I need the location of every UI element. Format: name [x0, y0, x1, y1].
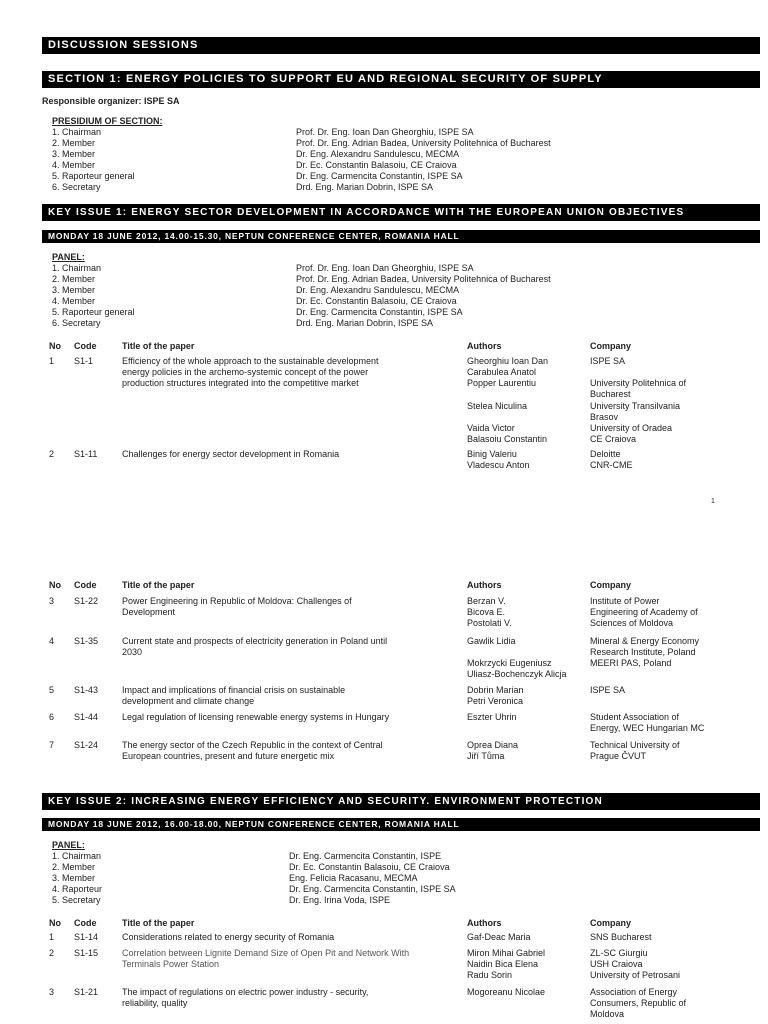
author: Carabulea Anatol — [467, 367, 537, 377]
panel-1-roles — [52, 263, 135, 329]
author: Vladescu Anton — [467, 460, 530, 470]
panel-role: 5. Secretary — [52, 895, 101, 905]
panel-name: Dr. Eng. Carmencita Constantin, ISPE — [289, 851, 442, 861]
paper-companies — [590, 987, 686, 1020]
discussion-sessions-header: DISCUSSION SESSIONS — [42, 37, 760, 54]
panel-2-title: PANEL: — [52, 840, 85, 850]
author: Bicova E. — [467, 607, 506, 617]
paper-no: 2 — [49, 948, 55, 958]
paper-title: Legal regulation of licensing renewable energy systems in Hungary — [122, 712, 390, 722]
company: SNS Bucharest — [590, 932, 652, 942]
panel-role: 2. Member — [52, 274, 96, 284]
paper-code: S1-35 — [74, 636, 99, 646]
company-line: Mineral & Energy Economy — [590, 636, 700, 646]
page-number: 1 — [711, 498, 715, 505]
col-company: Company — [590, 918, 632, 928]
col-title: Title of the paper — [122, 580, 195, 590]
responsible-organizer: Responsible organizer: ISPE SA — [42, 96, 180, 106]
company-line: Consumers, Republic of — [590, 998, 687, 1008]
paper-title-line: European countries, present and future energetic mix — [122, 751, 335, 761]
panel-name: Drd. Eng. Marian Dobrin, ISPE SA — [296, 318, 434, 328]
paper-authors — [467, 685, 524, 707]
company-line: Brasov — [590, 412, 619, 422]
paper-no: 2 — [49, 449, 55, 459]
panel-1-names — [296, 263, 551, 329]
paper-title-line: production structures integrated into the competitive market — [122, 378, 359, 388]
presidium-name: Dr. Eng. Carmencita Constantin, ISPE SA — [296, 171, 463, 181]
presidium-role: 3. Member — [52, 149, 96, 159]
paper-title — [122, 596, 352, 618]
presidium-name: Drd. Eng. Marian Dobrin, ISPE SA — [296, 182, 434, 192]
paper-authors — [467, 356, 548, 389]
paper-title: Challenges for energy sector development in Romania — [122, 449, 340, 459]
paper-authors — [467, 658, 567, 680]
paper-title-line: Correlation between Lignite Demand Size of Open Pit and Network With — [122, 948, 410, 958]
author: Vaida Victor — [467, 423, 515, 433]
paper-title-line: Current state and prospects of electricity generation in Poland until — [122, 636, 388, 646]
paper-title-line: Terminals Power Station — [122, 959, 220, 969]
paper-code: S1-44 — [74, 712, 99, 722]
panel-name: Dr. Ec. Constantin Balasoiu, CE Craiova — [296, 296, 457, 306]
author: Popper Laurentiu — [467, 378, 537, 388]
paper-title — [122, 948, 409, 970]
panel-name: Dr. Ec. Constantin Balasoiu, CE Craiova — [289, 862, 450, 872]
author: Naidin Bica Elena — [467, 959, 539, 969]
paper-title — [122, 685, 345, 707]
author: Balasoiu Constantin — [467, 434, 548, 444]
presidium-name: Dr. Ec. Constantin Balasoiu, CE Craiova — [296, 160, 457, 170]
panel-name: Eng. Felicia Racasanu, MECMA — [289, 873, 418, 883]
panel-role: 3. Member — [52, 285, 96, 295]
col-authors: Authors — [467, 580, 502, 590]
author: Binig Valeriu — [467, 449, 517, 459]
paper-companies — [590, 712, 704, 734]
company-line: Institute of Power — [590, 596, 660, 606]
panel-name: Dr. Eng. Alexandru Sandulescu, MECMA — [296, 285, 460, 295]
paper-no: 1 — [49, 932, 55, 942]
paper-title-line: Efficiency of the whole approach to the sustainable development — [122, 356, 379, 366]
company: Deloitte — [590, 449, 621, 459]
author: Postolati V. — [467, 618, 512, 628]
paper-authors — [467, 423, 547, 445]
presidium-names — [296, 127, 551, 193]
author: Berzan V. — [467, 596, 506, 606]
paper-companies — [590, 449, 633, 471]
col-no: No — [49, 918, 61, 928]
paper-authors — [467, 449, 530, 471]
paper-code: S1-11 — [74, 449, 98, 459]
col-company: Company — [590, 341, 632, 351]
paper-title-line: Power Engineering in Republic of Moldova: Challenges of — [122, 596, 352, 606]
paper-no: 6 — [49, 712, 55, 722]
company-line: Student Association of — [590, 712, 680, 722]
company-line: MEERI PAS, Poland — [590, 658, 672, 668]
presidium-name: Prof. Dr. Eng. Adrian Badea, University Politehnica of Bucharest — [296, 138, 551, 148]
author: Stelea Niculina — [467, 401, 528, 411]
paper-title-line: Impact and implications of financial crisis on sustainable — [122, 685, 346, 695]
panel-role: 2. Member — [52, 862, 96, 872]
panel-name: Prof. Dr. Eng. Ioan Dan Gheorghiu, ISPE SA — [296, 263, 474, 273]
company: CE Craiova — [590, 434, 637, 444]
author: Gheorghiu Ioan Dan — [467, 356, 549, 366]
paper-title-line: The impact of regulations on electric power industry - security, — [122, 987, 369, 997]
company-line: Prague ČVUT — [590, 751, 647, 761]
company-line: University Politehnica of — [590, 378, 687, 388]
col-title: Title of the paper — [122, 918, 195, 928]
paper-companies — [590, 636, 699, 669]
panel-role: 3. Member — [52, 873, 96, 883]
col-no: No — [49, 341, 61, 351]
paper-title-line: energy policies in the archemo-systemic concept of the power — [122, 367, 369, 377]
company-line: Energy, WEC Hungarian MC — [590, 723, 705, 733]
company-line: Engineering of Academy of — [590, 607, 698, 617]
presidium-role: 2. Member — [52, 138, 96, 148]
author: Oprea Diana — [467, 740, 519, 750]
col-title: Title of the paper — [122, 341, 195, 351]
author: Radu Sorin — [467, 970, 513, 980]
paper-companies — [590, 948, 680, 981]
company: CNR-CME — [590, 460, 633, 470]
presidium-role: 1. Chairman — [52, 127, 102, 137]
paper-title-line: development and climate change — [122, 696, 255, 706]
panel-name: Dr. Eng. Irina Voda, ISPE — [289, 895, 391, 905]
company-line: Association of Energy — [590, 987, 678, 997]
key-issue-1-session: MONDAY 18 JUNE 2012, 14.00-15.30, NEPTUN CONFERENCE CENTER, ROMANIA HALL — [42, 230, 760, 243]
paper-title — [122, 987, 368, 1009]
paper-title — [122, 740, 383, 762]
col-code: Code — [74, 918, 97, 928]
author: Gaf-Deac Maria — [467, 932, 531, 942]
company-line: University Transilvania — [590, 401, 681, 411]
paper-no: 4 — [49, 636, 55, 646]
panel-role: 5. Raporteur general — [52, 307, 135, 317]
paper-authors — [467, 948, 545, 981]
panel-1-title: PANEL: — [52, 252, 85, 262]
panel-name: Dr. Eng. Carmencita Constantin, ISPE SA — [296, 307, 463, 317]
author: Uliasz-Bochenczyk Alicja — [467, 669, 567, 679]
company-line: Technical University of — [590, 740, 680, 750]
panel-2-roles — [52, 851, 102, 906]
col-code: Code — [74, 341, 97, 351]
paper-title — [122, 636, 387, 658]
paper-title-line: reliability, quality — [122, 998, 188, 1008]
paper-authors — [467, 596, 512, 629]
paper-code: S1-24 — [74, 740, 99, 750]
paper-companies — [590, 423, 672, 445]
paper-companies — [590, 596, 698, 629]
author: Mogoreanu Nicolae — [467, 987, 546, 997]
author: Eszter Uhrin — [467, 712, 517, 722]
col-authors: Authors — [467, 341, 502, 351]
company — [590, 378, 686, 400]
author: Dobrin Marian — [467, 685, 524, 695]
paper-authors — [467, 740, 518, 762]
key-issue-2-session: MONDAY 18 JUNE 2012, 16.00-18.00, NEPTUN CONFERENCE CENTER, ROMANIA HALL — [42, 818, 760, 831]
panel-role: 1. Chairman — [52, 263, 102, 273]
col-code: Code — [74, 580, 97, 590]
panel-role: 6. Secretary — [52, 318, 101, 328]
presidium-name: Prof. Dr. Eng. Ioan Dan Gheorghiu, ISPE SA — [296, 127, 474, 137]
paper-no: 5 — [49, 685, 55, 695]
author: Petri Veronica — [467, 696, 524, 706]
company-line: Sciences of Moldova — [590, 618, 674, 628]
paper-title — [122, 356, 379, 389]
presidium-role: 4. Member — [52, 160, 96, 170]
presidium-name: Dr. Eng. Alexandru Sandulescu, MECMA — [296, 149, 460, 159]
paper-code: S1-15 — [74, 948, 99, 958]
author: Miron Mihai Gabriel — [467, 948, 546, 958]
company-line: Research Institute, Poland — [590, 647, 696, 657]
paper-title-line: Development — [122, 607, 176, 617]
section-1-header: SECTION 1: ENERGY POLICIES TO SUPPORT EU AND REGIONAL SECURITY OF SUPPLY — [42, 71, 760, 88]
key-issue-1-header: KEY ISSUE 1: ENERGY SECTOR DEVELOPMENT IN ACCORDANCE WITH THE EUROPEAN UNION OBJECTIVES — [42, 204, 760, 221]
presidium-role: 5. Raporteur general — [52, 171, 135, 181]
company-line: Bucharest — [590, 389, 631, 399]
company — [590, 401, 680, 423]
panel-role: 1. Chairman — [52, 851, 102, 861]
presidium-title: PRESIDIUM OF SECTION: — [52, 116, 163, 126]
key-issue-2-header: KEY ISSUE 2: INCREASING ENERGY EFFICIENCY AND SECURITY. ENVIRONMENT PROTECTION — [42, 793, 760, 810]
col-authors: Authors — [467, 918, 502, 928]
paper-no: 7 — [49, 740, 55, 750]
paper-no: 1 — [49, 356, 55, 366]
panel-name: Prof. Dr. Eng. Adrian Badea, University Politehnica of Bucharest — [296, 274, 551, 284]
presidium-role: 6. Secretary — [52, 182, 101, 192]
panel-role: 4. Member — [52, 296, 96, 306]
col-no: No — [49, 580, 61, 590]
panel-name: Dr. Eng. Carmencita Constantin, ISPE SA — [289, 884, 456, 894]
paper-code: S1-21 — [74, 987, 99, 997]
paper-title-line: 2030 — [122, 647, 143, 657]
panel-role: 4. Raporteur — [52, 884, 103, 894]
company: ISPE SA — [590, 356, 626, 366]
author: Mokrzycki Eugeniusz — [467, 658, 552, 668]
author: Jiří Tůma — [467, 751, 505, 761]
col-company: Company — [590, 580, 632, 590]
company: University of Oradea — [590, 423, 673, 433]
paper-title: Considerations related to energy security of Romania — [122, 932, 335, 942]
paper-no: 3 — [49, 987, 55, 997]
paper-companies — [590, 740, 680, 762]
paper-code: S1-14 — [74, 932, 99, 942]
paper-no: 3 — [49, 596, 55, 606]
company: ISPE SA — [590, 685, 626, 695]
panel-2-names — [289, 851, 456, 906]
company: ZL-SC Giurgiu — [590, 948, 648, 958]
paper-code: S1-22 — [74, 596, 99, 606]
company: University of Petrosani — [590, 970, 681, 980]
presidium-roles — [52, 127, 135, 193]
company: USH Craiova — [590, 959, 643, 969]
company-line: Moldova — [590, 1009, 625, 1019]
paper-code: S1-43 — [74, 685, 99, 695]
paper-code: S1-1 — [74, 356, 94, 366]
author: Gawlik Lidia — [467, 636, 516, 646]
paper-title-line: The energy sector of the Czech Republic in the context of Central — [122, 740, 383, 750]
